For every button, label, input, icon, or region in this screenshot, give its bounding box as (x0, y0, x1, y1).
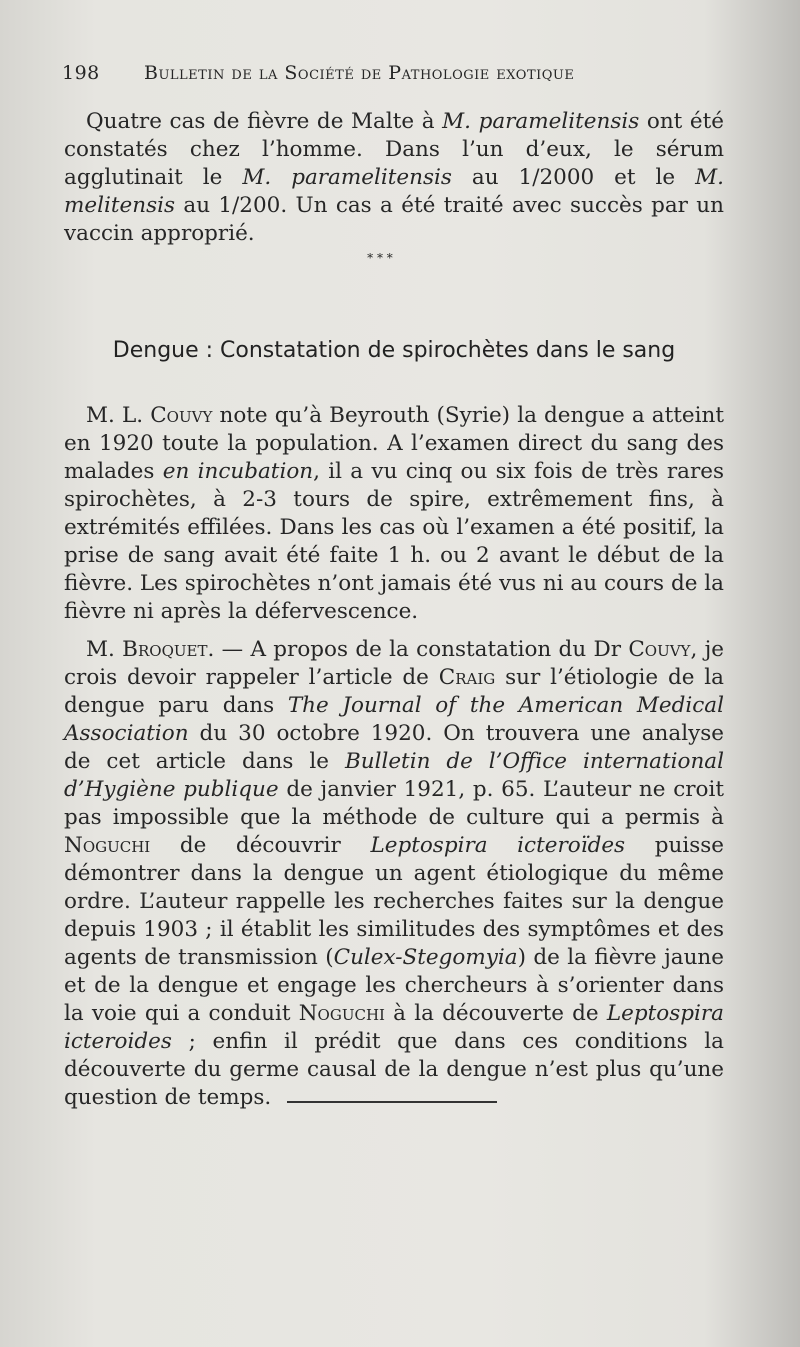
section-title: Dengue : Constatation de spirochètes dans le sang (112, 338, 676, 363)
couvy-paragraph: M. L. Couvy note qu’à Beyrouth (Syrie) la dengue a atteint en 1920 toute la population. A l’examen direct du sang des malades en incubation, il a vu cinq ou six fois de très rares spirochètes, à 2-3 tours de spire, extrêmement fins, à extrémités effilées. Dans les cas où l’examen a été positif, la prise de sang avait été faite 1 h. ou 2 avant le début de la fièvre. Les spirochètes n’ont jamais été vus ni au cours de la fièvre ni après la défervescence. (64, 403, 724, 624)
running-title: Bulletin de la Société de Pathologie exotique (144, 62, 575, 84)
intro-paragraph: Quatre cas de fièvre de Malte à M. paramelitensis ont été constatés chez l’homme. Dans l’un d’eux, le sérum agglutinait le M. paramelitensis au 1/2000 et le M. melitensis au 1/200. Un cas a été traité avec succès par un vaccin approprié. (64, 109, 725, 246)
end-rule (287, 1101, 497, 1103)
asterism: ⁎ ⁎ ⁎ (367, 247, 393, 261)
page-number: 198 (62, 62, 100, 84)
broquet-paragraph: M. Broquet. — A propos de la constatation du Dr Couvy, je crois devoir rappeler l’article de Craig sur l’étiologie de la dengue paru dans The Journal of the American Medical Association du 30 octobre 1920. On trouvera une analyse de cet article dans le Bulletin de l’Office international d’Hygiène publique de janvier 1921, p. 65. L’auteur ne croit pas impossible que la méthode de culture qui a permis à Noguchi de découvrir Leptospira icteroïdes puisse démontrer dans la dengue un agent étiologique du même ordre. L’auteur rappelle les recherches faites sur la dengue depuis 1903 ; il établit les similitudes des symptômes et des agents de transmission (Culex-Stegomyia) de la fièvre jaune et de la dengue et engage les chercheurs à s’orienter dans la voie qui a conduit Noguchi à la découverte de Leptospira icteroides ; enfin il prédit que dans ces conditions la découverte du germe causal de la dengue n’est plus qu’une question de temps. (64, 637, 724, 1110)
